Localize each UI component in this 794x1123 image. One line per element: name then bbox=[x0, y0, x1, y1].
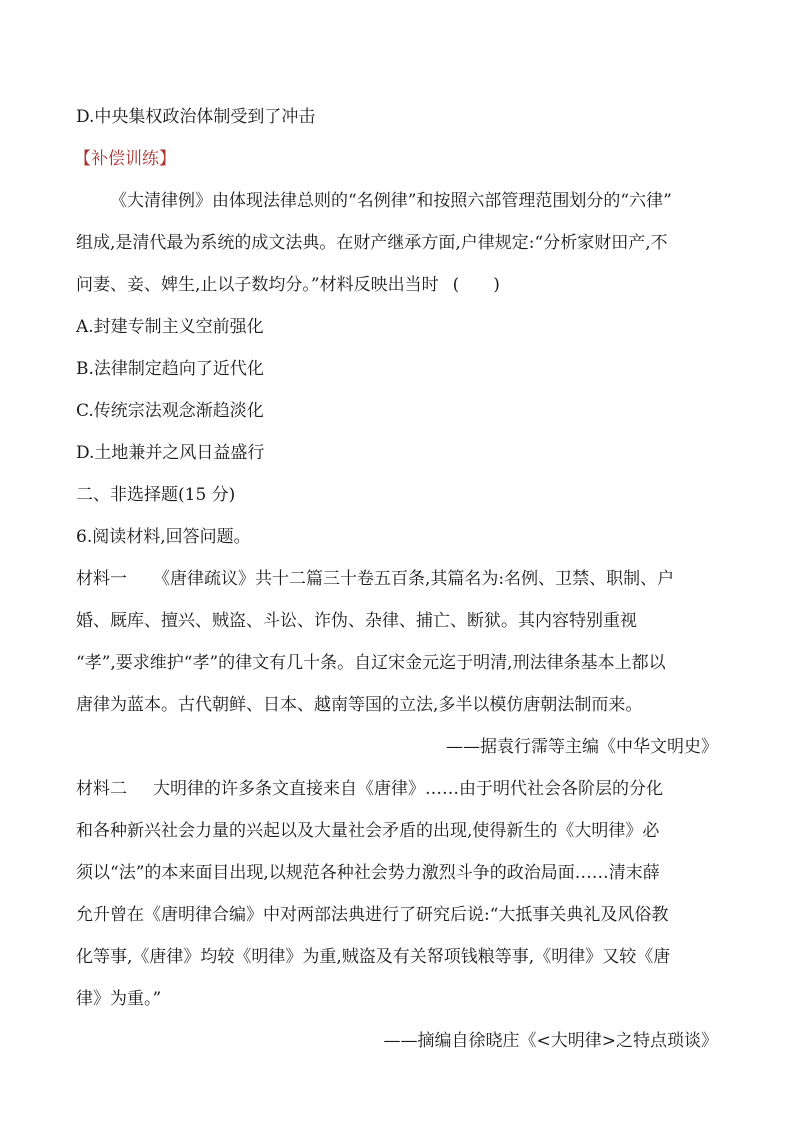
question-stem-line-3 bbox=[76, 273, 500, 297]
answer-blank: ( ) bbox=[452, 275, 500, 295]
question-stem-line-2: 组成,是清代最为系统的成文法典。在财产继承方面,户律规定:“分析家财田产,不 bbox=[76, 233, 668, 253]
material-2-text: 大明律的许多条文直接来自《唐律》……由于明代社会各阶层的分化 bbox=[153, 779, 663, 799]
material-2-source: ——摘编自徐晓庄《<大明律>之特点琐谈》 bbox=[383, 1031, 718, 1051]
material-1-line-1 bbox=[76, 567, 674, 591]
material-2-line-5: 化等事,《唐律》均较《明律》为重,贼盗及有关帑项钱粮等事,《明律》又较《唐 bbox=[76, 947, 671, 967]
section-heading-supplementary-training: 【补偿训练】 bbox=[74, 149, 176, 169]
material-2-line-4: 允升曾在《唐明律合编》中对两部法典进行了研究后说:“大抵事关典礼及风俗教 bbox=[76, 905, 669, 925]
section-title-non-choice: 二、非选择题(15 分) bbox=[76, 485, 236, 505]
question-6-prompt: 6.阅读材料,回答问题。 bbox=[76, 527, 251, 547]
material-2-line-2: 和各种新兴社会力量的兴起以及大量社会矛盾的出现,使得新生的《大明律》必 bbox=[76, 821, 660, 841]
material-1-line-2: 婚、厩库、擅兴、贼盗、斗讼、诈伪、杂律、捕亡、断狱。其内容特别重视 bbox=[76, 611, 637, 631]
material-2-line-3: 须以“法”的本来面目出现,以规范各种社会势力激烈斗争的政治局面……清末薛 bbox=[76, 863, 660, 883]
option-d: D.土地兼并之风日益盛行 bbox=[76, 443, 265, 463]
material-1-label: 材料一 bbox=[76, 569, 127, 589]
question-stem-text: 问妻、妾、婢生,止以子数均分。”材料反映出当时 bbox=[76, 275, 439, 295]
option-b: B.法律制定趋向了近代化 bbox=[76, 359, 264, 379]
material-2-label: 材料二 bbox=[76, 779, 127, 799]
material-1-source: ——据袁行霈等主编《中华文明史》 bbox=[446, 737, 718, 757]
option-d-previous: D.中央集权政治体制受到了冲击 bbox=[76, 107, 316, 127]
material-1-line-4: 唐律为蓝本。古代朝鲜、日本、越南等国的立法,多半以模仿唐朝法制而来。 bbox=[76, 695, 643, 715]
material-1-line-3: “孝”,要求维护“孝”的律文有几十条。自辽宋金元迄于明清,刑法律条基本上都以 bbox=[76, 653, 666, 673]
option-a: A.封建专制主义空前强化 bbox=[76, 317, 264, 337]
question-stem-line-1: 《大清律例》由体现法律总则的“名例律”和按照六部管理范围划分的“六律” bbox=[110, 191, 672, 211]
material-2-line-1 bbox=[76, 777, 663, 801]
material-1-text: 《唐律疏议》共十二篇三十卷五百条,其篇名为:名例、卫禁、职制、户 bbox=[153, 569, 675, 589]
material-2-line-6: 律》为重。” bbox=[76, 989, 162, 1009]
option-c: C.传统宗法观念渐趋淡化 bbox=[76, 401, 264, 421]
